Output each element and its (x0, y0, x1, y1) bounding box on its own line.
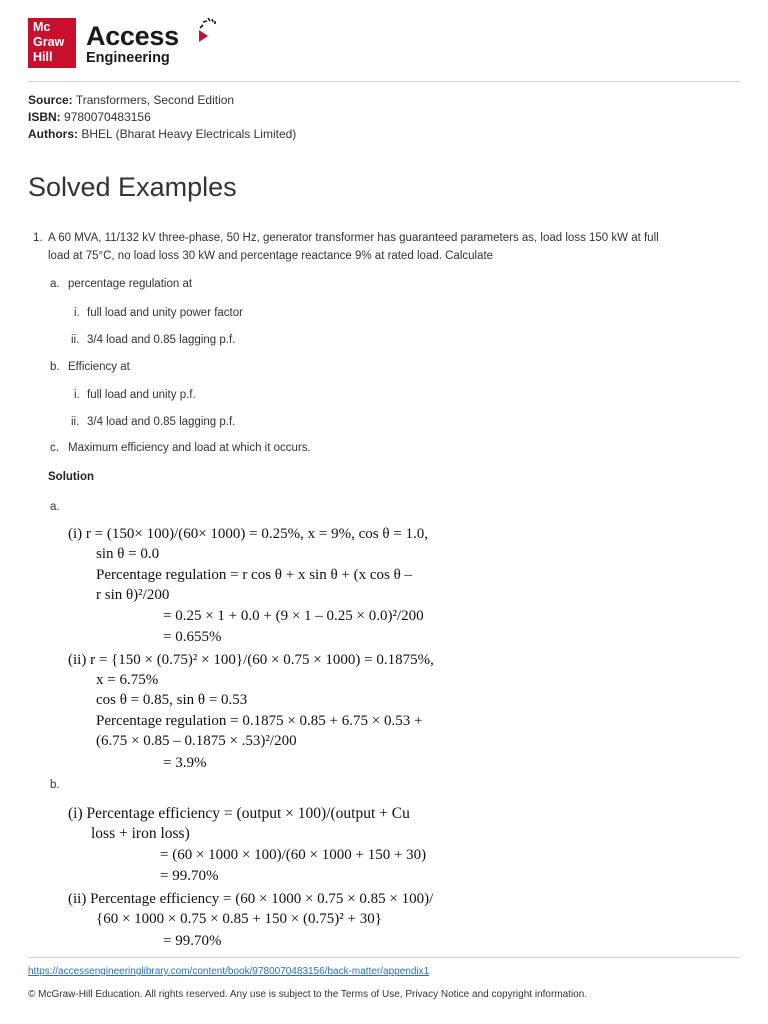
equation-line: loss + iron loss) (91, 825, 190, 842)
source-line (28, 92, 296, 109)
list-item-text: Maximum efficiency and load at which it occurs. (68, 442, 311, 454)
equation-line: = 99.70% (160, 868, 219, 884)
list-marker: i. (74, 307, 80, 319)
list-item-text: 3/4 load and 0.85 lagging p.f. (87, 416, 236, 428)
list-item-text: full load and unity power factor (87, 307, 243, 319)
logo-line: Mc (33, 20, 51, 34)
header-divider (28, 81, 740, 82)
problem-text-line: A 60 MVA, 11/132 kV three-phase, 50 Hz, generator transformer has guaranteed parameters as, load loss 150 kW at full (48, 232, 659, 244)
equation-line: = 0.655% (163, 629, 222, 645)
equation-line: x = 6.75% (96, 672, 159, 688)
isbn-line (28, 109, 296, 126)
equation-line: {60 × 1000 × 0.75 × 0.85 + 150 × (0.75)² + 30} (96, 911, 382, 927)
list-marker: ii. (71, 416, 80, 428)
authors-label: Authors: (28, 127, 78, 141)
list-item-text: full load and unity p.f. (87, 389, 196, 401)
equation-line: sin θ = 0.0 (96, 546, 160, 562)
equation-line: = (60 × 1000 × 100)/(60 × 1000 + 150 + 30) (160, 847, 427, 863)
spark-icon (198, 16, 218, 30)
arrow-icon (199, 30, 208, 42)
list-marker: i. (74, 389, 80, 401)
logo-line: Graw (33, 35, 65, 49)
list-item-text: 3/4 load and 0.85 lagging p.f. (87, 334, 236, 346)
equation-line: (i) r = (150× 100)/(60× 1000) = 0.25%, x = 9%, cos θ = 1.0, (68, 526, 428, 542)
isbn-label: ISBN: (28, 110, 61, 124)
equation-line: r sin θ)²/200 (96, 587, 170, 603)
equation-line: (i) Percentage efficiency = (output × 100)/(output + Cu (68, 805, 410, 822)
source-label: Source: (28, 93, 73, 107)
solution-heading: Solution (48, 471, 94, 483)
mcgraw-hill-logo[interactable] (28, 18, 76, 68)
equation-line: = 3.9% (163, 755, 207, 771)
equation-line: (ii) Percentage efficiency = (60 × 1000 × 0.75 × 0.85 × 100)/ (68, 891, 434, 907)
source-url-link[interactable]: https://accessengineeringlibrary.com/content/book/9780070483156/back-matter/appendix1 (28, 966, 430, 977)
list-marker: a. (50, 278, 60, 290)
source-value: Transformers, Second Edition (75, 93, 235, 107)
authors-line (28, 126, 296, 143)
solution-marker: a. (50, 501, 60, 513)
list-item-text: percentage regulation at (68, 278, 193, 290)
list-marker: ii. (71, 334, 80, 346)
equation-line: Percentage regulation = 0.1875 × 0.85 + 6.75 × 0.53 + (96, 713, 423, 729)
page-title: Solved Examples (28, 172, 237, 202)
solution-marker: b. (50, 779, 60, 791)
brand-subtitle: Engineering (86, 50, 170, 66)
equation-line: = 99.70% (163, 933, 222, 949)
list-marker: c. (50, 442, 59, 454)
access-engineering-logo[interactable] (86, 18, 179, 66)
equation-line: (6.75 × 0.85 – 0.1875 × .53)²/200 (96, 733, 297, 749)
equation-line: = 0.25 × 1 + 0.0 + (9 × 1 – 0.25 × 0.0)²/200 (163, 608, 424, 624)
brand-title: Access (86, 21, 179, 51)
equation-line: (ii) r = {150 × (0.75)² × 100}/(60 × 0.75 × 1000) = 0.1875%, (68, 652, 434, 668)
problem-text-line: load at 75°C, no load loss 30 kW and percentage reactance 9% at rated load. Calculate (48, 250, 494, 262)
equation-line: cos θ = 0.85, sin θ = 0.53 (96, 692, 248, 708)
equation-line: Percentage regulation = r cos θ + x sin θ + (x cos θ – (96, 567, 413, 583)
logo-line: Hill (33, 50, 53, 64)
copyright-notice: © McGraw-Hill Education. All rights reserved. Any use is subject to the Terms of Use, Privacy Notice and copyright information. (28, 989, 588, 1000)
book-meta (28, 92, 296, 143)
list-item-text: Efficiency at (68, 361, 130, 373)
authors-value: BHEL (Bharat Heavy Electricals Limited) (81, 127, 297, 141)
isbn-value: 9780070483156 (64, 110, 151, 124)
site-header (28, 18, 179, 70)
footer-divider (28, 957, 740, 958)
list-marker: b. (50, 361, 60, 373)
problem-number: 1. (33, 232, 43, 244)
